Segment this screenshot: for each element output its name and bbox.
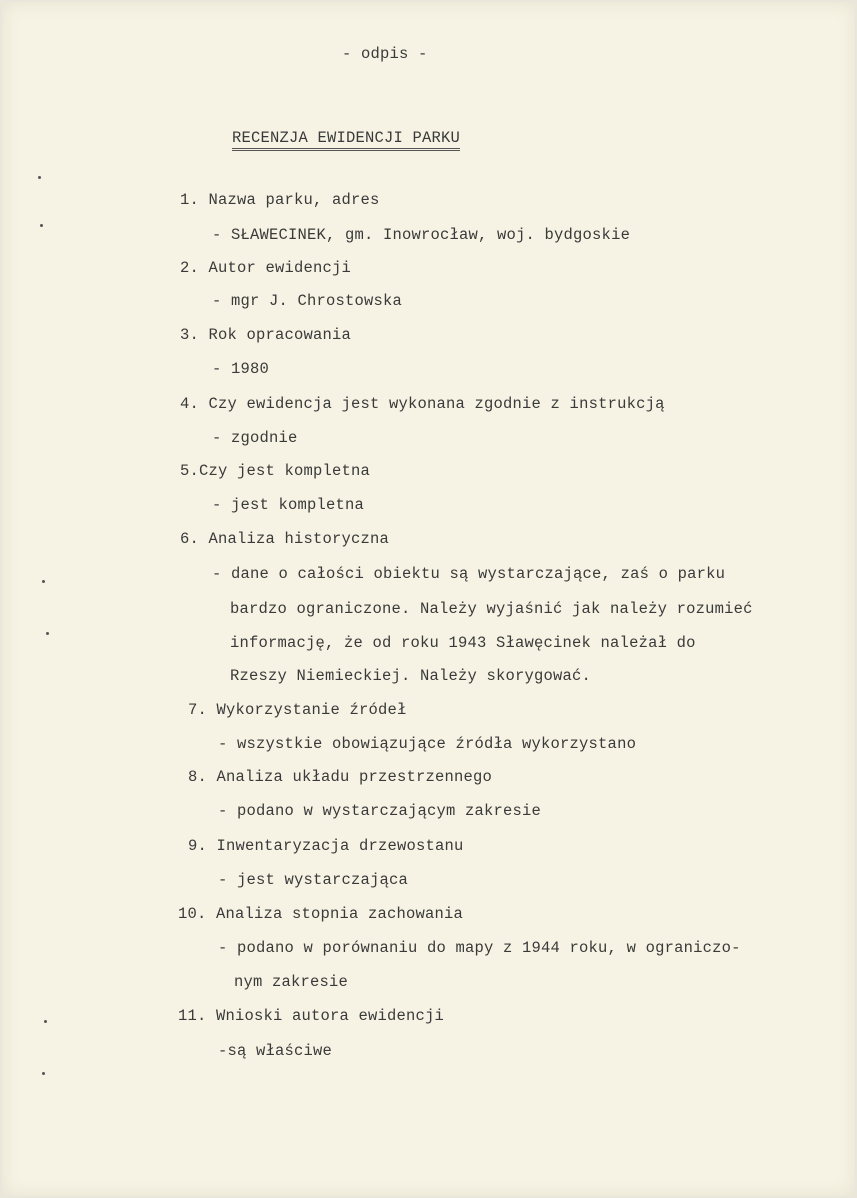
item-4-answer: - zgodnie (212, 429, 298, 447)
item-7-answer: - wszystkie obowiązujące źródła wykorzystano (218, 735, 637, 753)
item-8-answer: - podano w wystarczającym zakresie (218, 802, 542, 820)
item-9-heading: 9. Inwentaryzacja drzewostanu (188, 837, 464, 855)
item-6-answer-line-4: Rzeszy Niemieckiej. Należy skorygować. (230, 667, 592, 685)
margin-speck (38, 176, 41, 179)
item-6-answer-line-2: bardzo ograniczone. Należy wyjaśnić jak należy rozumieć (230, 600, 753, 618)
margin-speck (46, 632, 49, 635)
item-2-answer: - mgr J. Chrostowska (212, 292, 403, 310)
item-10-heading: 10. Analiza stopnia zachowania (178, 905, 464, 923)
margin-speck (42, 580, 45, 583)
item-11-heading: 11. Wnioski autora ewidencji (178, 1007, 445, 1025)
item-6-heading: 6. Analiza historyczna (180, 530, 390, 548)
item-3-heading: 3. Rok opracowania (180, 326, 352, 344)
copy-header: - odpis - (342, 45, 428, 63)
item-3-answer: - 1980 (212, 360, 270, 378)
item-4-heading: 4. Czy ewidencja jest wykonana zgodnie z instrukcją (180, 395, 665, 413)
item-5-heading: 5.Czy jest kompletna (180, 462, 371, 480)
margin-speck (44, 1020, 47, 1023)
document-title-text: RECENZJA EWIDENCJI PARKU (232, 129, 460, 151)
item-11-answer: -są właściwe (218, 1042, 333, 1060)
item-6-answer-line-1: - dane o całości obiektu są wystarczające, zaś o parku (212, 565, 726, 583)
document-title (232, 128, 460, 148)
item-5-answer: - jest kompletna (212, 496, 365, 514)
item-10-answer-line-1: - podano w porównaniu do mapy z 1944 roku, w ograniczo- (218, 939, 741, 957)
item-10-answer-line-2: nym zakresie (234, 973, 349, 991)
document-page (2, 2, 855, 1196)
item-9-answer: - jest wystarczająca (218, 871, 409, 889)
item-1-heading: 1. Nazwa parku, adres (180, 191, 380, 209)
margin-speck (40, 224, 43, 227)
item-6-answer-line-3: informację, że od roku 1943 Sławęcinek należał do (230, 634, 696, 652)
margin-speck (42, 1072, 45, 1075)
item-7-heading: 7. Wykorzystanie źródeł (188, 701, 407, 719)
item-8-heading: 8. Analiza układu przestrzennego (188, 768, 493, 786)
item-1-answer: - SŁAWECINEK, gm. Inowrocław, woj. bydgoskie (212, 226, 631, 244)
item-2-heading: 2. Autor ewidencji (180, 259, 352, 277)
